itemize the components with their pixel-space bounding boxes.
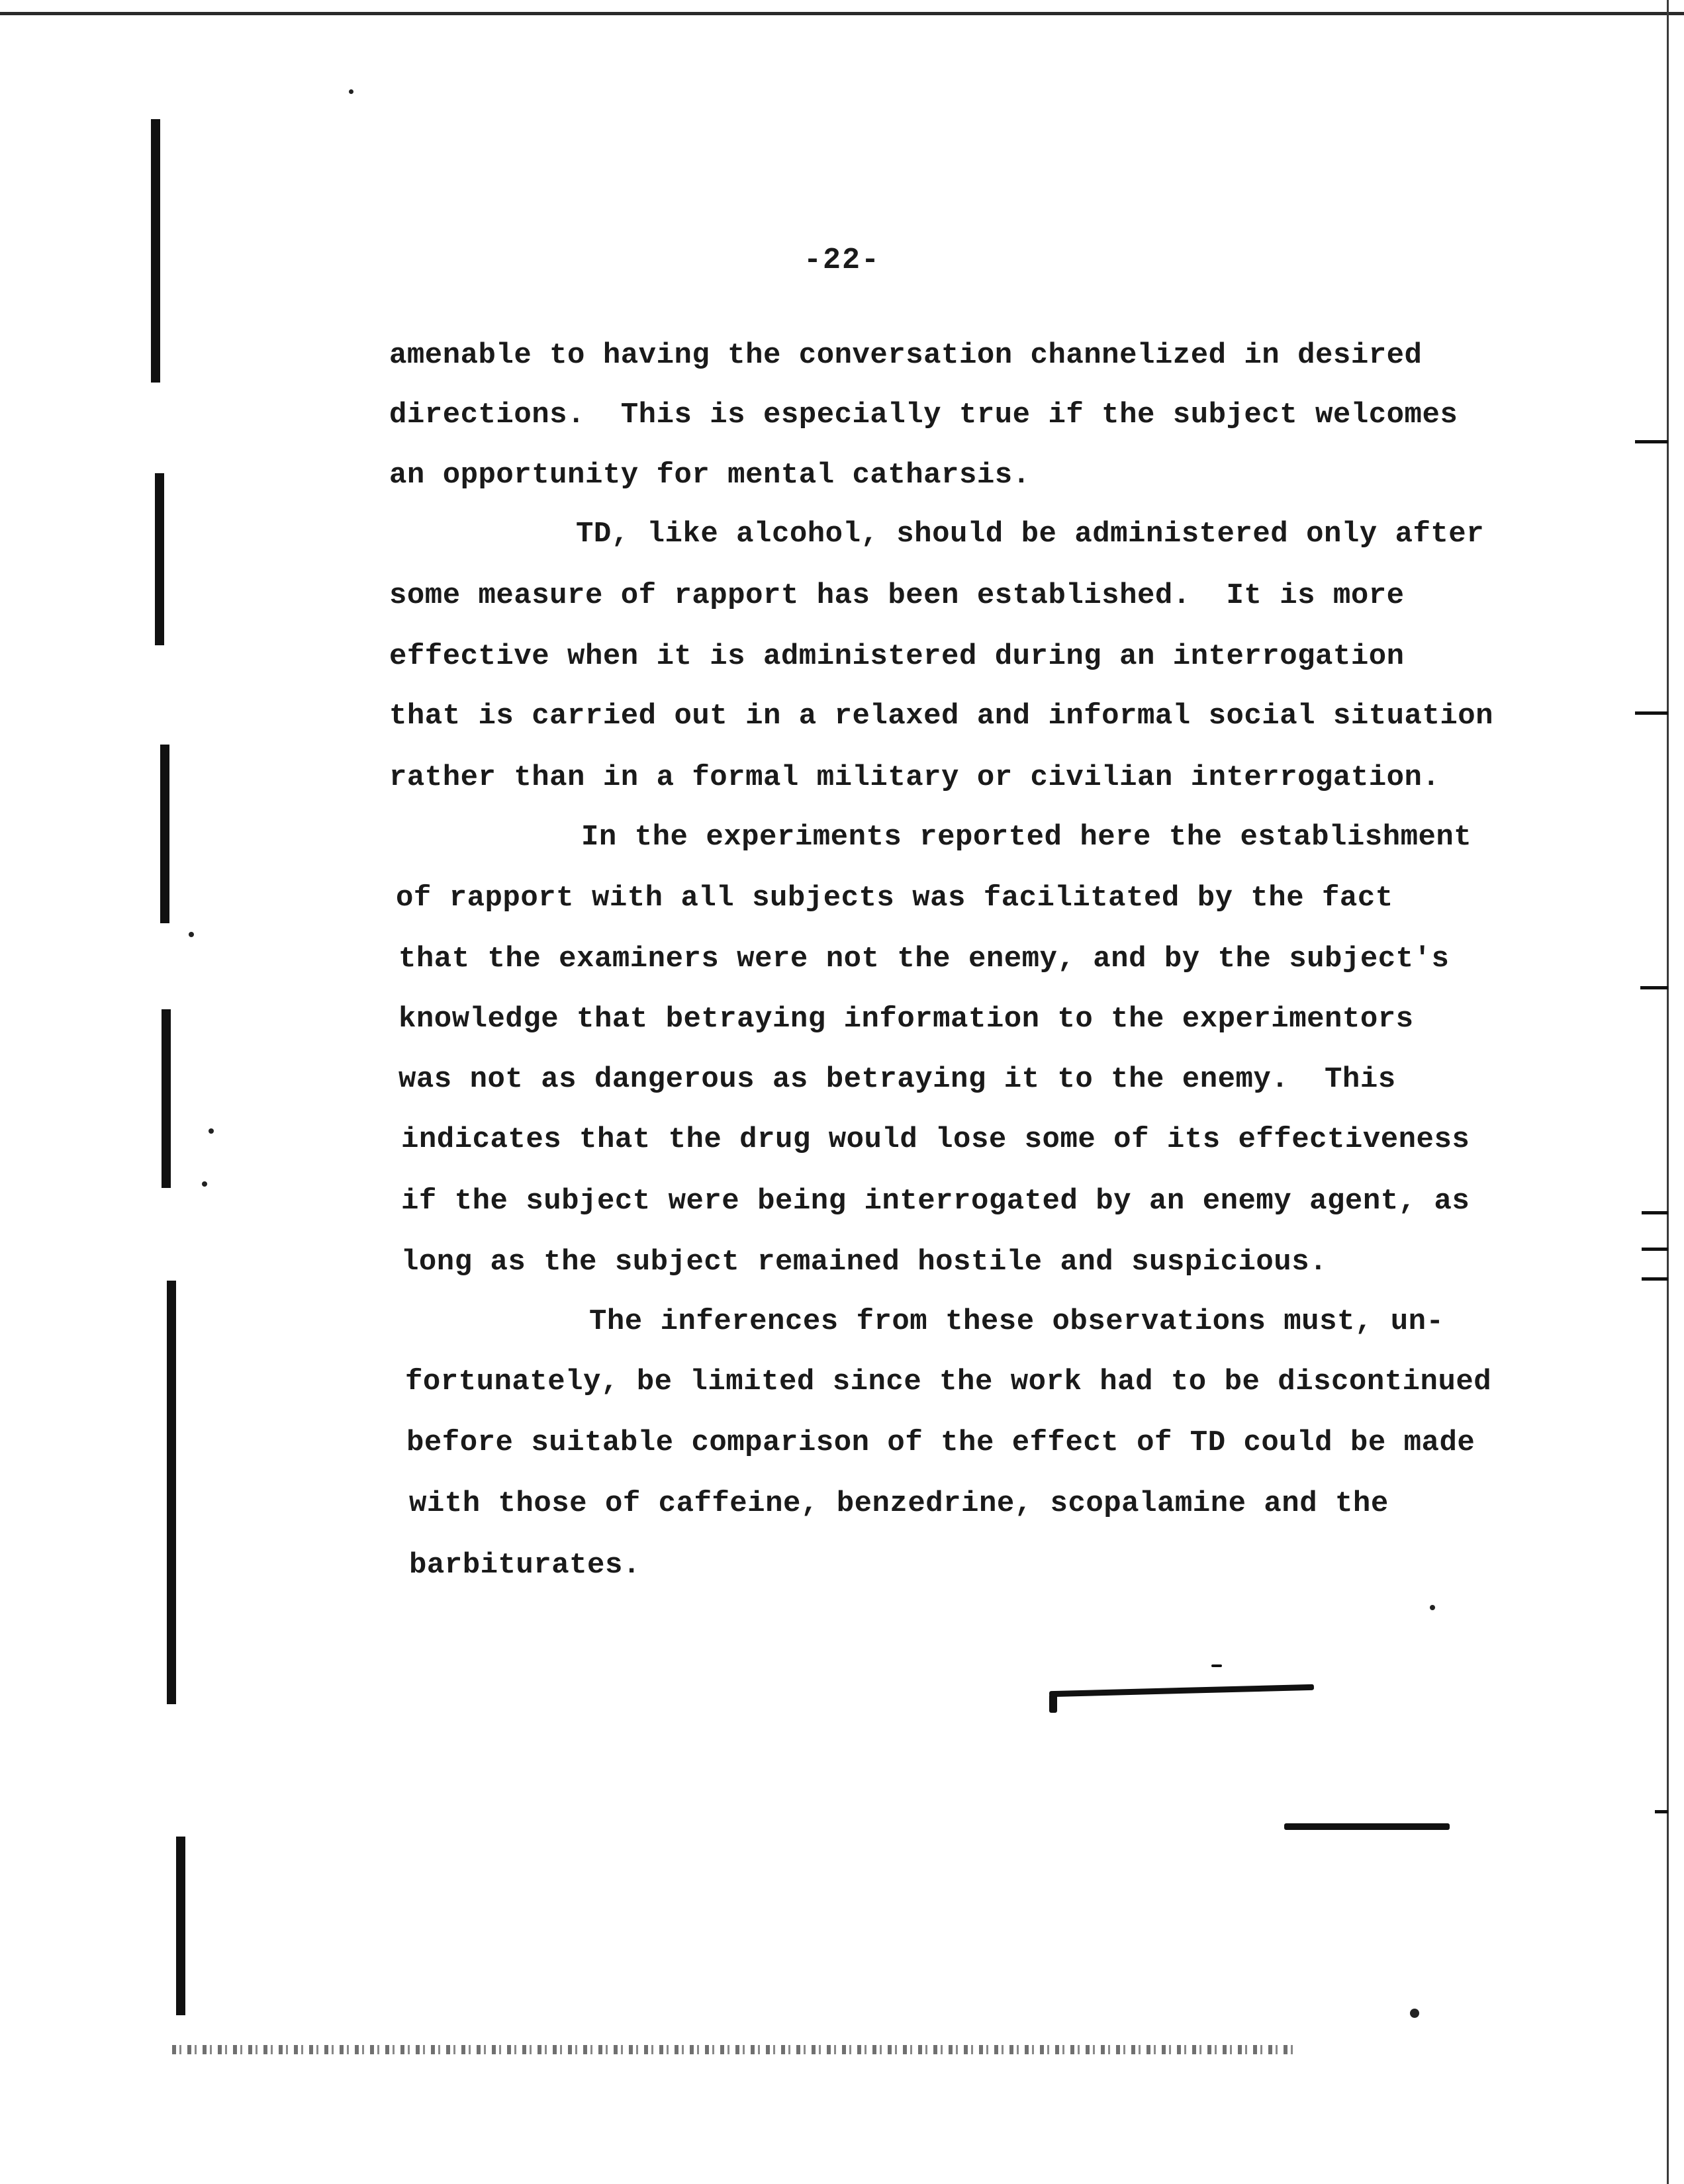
edge-tick (1642, 1248, 1668, 1251)
body-text-line: that is carried out in a relaxed and informal social situation (389, 700, 1494, 733)
edge-tick (1642, 1211, 1668, 1214)
right-page-edge (1667, 0, 1669, 2184)
scan-speck (1410, 2009, 1419, 2018)
edge-tick (1655, 1810, 1668, 1813)
binding-mark (160, 745, 169, 923)
body-text-line: effective when it is administered during an interrogation (389, 640, 1405, 673)
scan-speck (1430, 1605, 1435, 1610)
body-text-line: The inferences from these observations must, un- (589, 1305, 1444, 1338)
signature-stroke (1284, 1823, 1450, 1830)
scan-speck (349, 89, 353, 94)
body-text-line: of rapport with all subjects was facilitated by the fact (396, 882, 1393, 915)
signature-stroke (1211, 1664, 1222, 1667)
body-text-line: with those of caffeine, benzedrine, scopalamine and the (409, 1487, 1389, 1520)
binding-mark (155, 473, 164, 645)
page-number: -22- (803, 244, 881, 277)
edge-tick (1635, 711, 1668, 715)
scan-noise-band (172, 2045, 1297, 2054)
signature-stroke (1049, 1694, 1057, 1713)
body-text-line: amenable to having the conversation channelized in desired (389, 339, 1423, 372)
body-text-line: TD, like alcohol, should be administered only after (576, 518, 1485, 551)
body-text-line: knowledge that betraying information to the experimentors (398, 1003, 1414, 1036)
body-text-line: that the examiners were not the enemy, and by the subject's (398, 942, 1450, 976)
binding-mark (176, 1837, 185, 2015)
body-text-line: long as the subject remained hostile and suspicious. (401, 1246, 1328, 1279)
binding-mark (162, 1009, 171, 1188)
body-text-line: indicates that the drug would lose some of its effectiveness (401, 1123, 1470, 1156)
body-text-line: if the subject were being interrogated by an enemy agent, as (401, 1185, 1470, 1218)
edge-tick (1642, 1277, 1668, 1281)
top-scan-rule (0, 12, 1684, 15)
body-text-line: fortunately, be limited since the work had to be discontinued (405, 1365, 1492, 1398)
body-text-line: was not as dangerous as betraying it to the enemy. This (398, 1063, 1396, 1096)
body-text-line: rather than in a formal military or civilian interrogation. (389, 761, 1440, 794)
scan-speck (202, 1181, 207, 1187)
body-text-line: barbiturates. (409, 1549, 641, 1582)
body-text-line: In the experiments reported here the establishment (581, 821, 1472, 854)
scan-speck (209, 1128, 214, 1134)
scan-speck (189, 932, 194, 937)
edge-tick (1635, 440, 1668, 443)
body-text-line: some measure of rapport has been established. It is more (389, 579, 1405, 612)
body-text-line: before suitable comparison of the effect of TD could be made (406, 1426, 1475, 1459)
signature-stroke (1049, 1684, 1314, 1697)
edge-tick (1640, 986, 1668, 989)
body-text-line: an opportunity for mental catharsis. (389, 459, 1031, 492)
binding-mark (167, 1281, 176, 1704)
body-text-line: directions. This is especially true if the subject welcomes (389, 398, 1458, 432)
